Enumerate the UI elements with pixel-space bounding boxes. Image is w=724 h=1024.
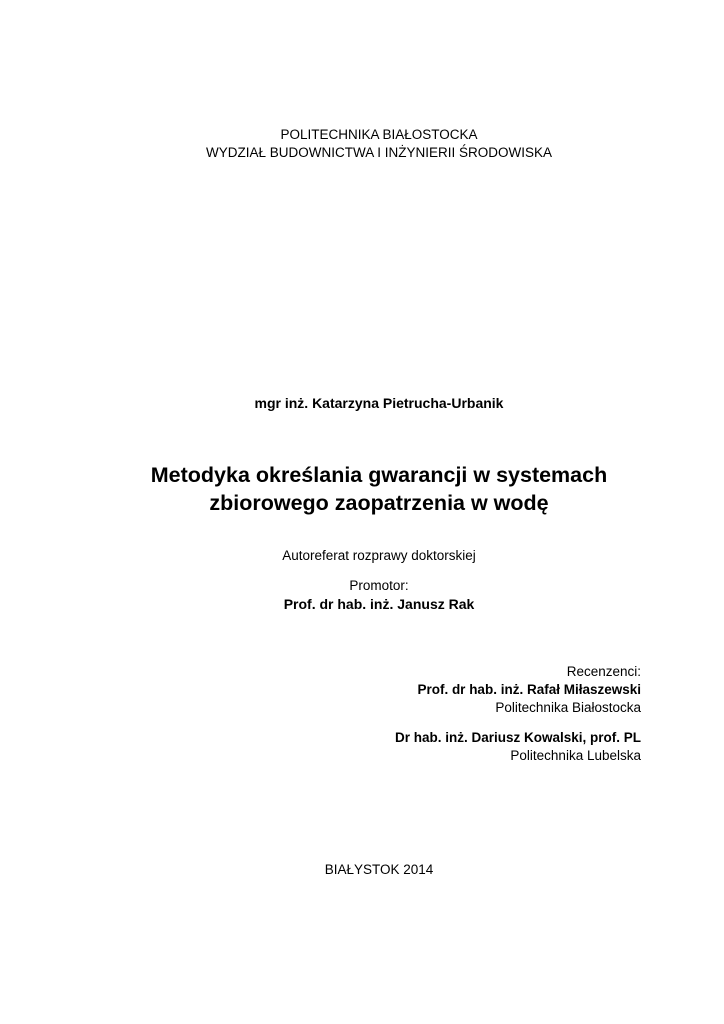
reviewer-name: Dr hab. inż. Dariusz Kowalski, prof. PL [394,730,641,745]
author-name: mgr inż. Katarzyna Pietrucha-Urbanik [254,395,504,411]
document-subtitle: Autoreferat rozprawy doktorskiej [282,548,476,563]
promoter-block [0,577,724,613]
institution-header [0,126,724,162]
university-name: POLITECHNIKA BIAŁOSTOCKA [280,127,478,142]
reviewers-label: Recenzenci: [566,664,641,679]
reviewers-block [395,663,641,765]
promoter-label: Promotor: [349,578,409,593]
reviewer-name: Prof. dr hab. inż. Rafał Miłaszewski [417,682,641,697]
reviewer-entry [395,729,641,765]
promoter-name: Prof. dr hab. inż. Janusz Rak [283,596,475,612]
reviewer-entry [395,681,641,717]
thesis-title-line-1: Metodyka określania gwarancji w systemach [150,463,608,487]
thesis-title-line-2: zbiorowego zaopatrzenia w wodę [209,491,549,515]
faculty-name: WYDZIAŁ BUDOWNICTWA I INŻYNIERII ŚRODOWISKA [205,145,553,160]
thesis-title [0,461,724,517]
place-and-year: BIAŁYSTOK 2014 [324,862,434,877]
reviewer-affiliation: Politechnika Białostocka [495,700,641,715]
reviewer-affiliation: Politechnika Lubelska [510,748,641,763]
